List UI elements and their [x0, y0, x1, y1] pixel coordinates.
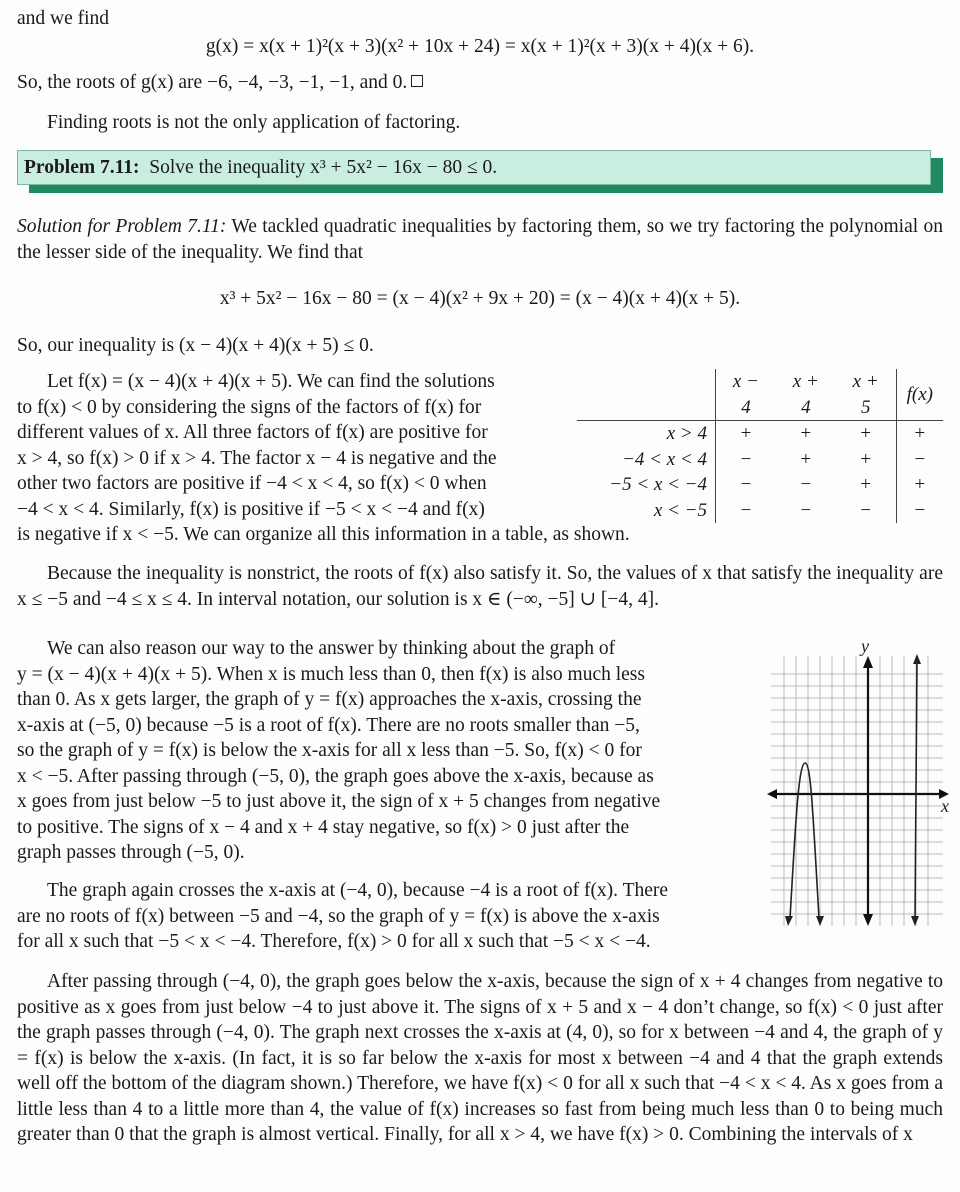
problem-statement: Solve the inequality x³ + 5x² − 16x − 80 ≤ 0. — [149, 157, 498, 178]
curve-arrow-icon — [816, 916, 824, 926]
qed-square-icon — [411, 75, 423, 87]
table-row: −5 < x < −4 − − + + — [577, 472, 943, 498]
curve-arrow-icon — [911, 916, 919, 926]
sign-analysis-paragraph: Let f(x) = (x − 4)(x + 4)(x + 5). We can find the solutions to f(x) < 0 by considering the signs of the factors of f(x) for different values of x. All three factors of f(x) are positive for x > 4, so f(x) > 0 if x > 4. The factor x − 4 is negative and the other two factors are positive if −4 < x < 4, so f(x) < 0 when −4 < x < 4. Similarly, f(x) is positive if −5 < x < −4 and f(x) is negative if x < −5. We can organize all this information in a table, as shown. — [17, 371, 630, 545]
equation-g: g(x) = x(x + 1)²(x + 3)(x² + 10x + 24) = x(x + 1)²(x + 3)(x + 4)(x + 6). — [205, 36, 755, 57]
col-header: x − 4 — [716, 369, 776, 421]
graph-reasoning-paragraph: We can also reason our way to the answer by thinking about the graph of y = (x − 4)(x + 4)(x + 5). When x is much less than 0, then f(x) is also much less than 0. As x gets larger, the graph of y = f(x) approaches the x-axis, crossing the x-axis at (−5, 0) because −5 is a root of f(x). There are no roots smaller than −5, so the graph of y = f(x) is below the x-axis for all x less than −5. So, f(x) < 0 for x < −5. After passing through (−5, 0), the graph goes above the x-axis, because as x goes from just below −5 to just above it, the sign of x + 5 changes from negative to positive. The signs of x − 4 and x + 4 stay negative, so f(x) > 0 just after the graph passes through (−5, 0). — [17, 638, 661, 863]
table-row: x > 4 + + + + — [577, 421, 943, 447]
x-axis-label: x — [941, 796, 949, 816]
sign-table — [577, 369, 943, 523]
solution-intro: Solution for Problem 7.11: We tackled quadratic inequalities by factoring them, so we try factoring the polynomial on the lesser side of the inequality. We find that — [17, 216, 943, 263]
function-curve — [790, 660, 917, 920]
col-header: x + 5 — [836, 369, 896, 421]
final-paragraph: After passing through (−4, 0), the graph goes below the x-axis, because the sign of x + 4 changes from negative to positive as x goes from just below −4 to just above it. The signs of x + 5 and x − 4 don’t change, so f(x) < 0 just after the graph passes through (−4, 0). The graph next crosses the x-axis at (4, 0), so for x between −4 and 4, the graph of y = f(x) is below the x-axis. (In fact, it is so far below the x-axis for most x between −4 and 4 that the graph extends well off the bottom of the diagram shown.) Therefore, we have f(x) < 0 for all x such that −4 < x < 4. As x goes from a little less than 4 to a little more than 4, the value of f(x) increases so fast from being much less than 0 to being much greater than 0 that the graph is almost vertical. Finally, for all x > 4, we have f(x) > 0. Combining the intervals of x — [17, 971, 943, 1145]
x-axis — [767, 789, 949, 799]
col-header: f(x) — [896, 369, 943, 421]
function-graph — [765, 636, 955, 928]
y-axis — [863, 656, 873, 926]
second-crossing-paragraph: The graph again crosses the x-axis at (−4, 0), because −4 is a root of f(x). There are no roots of f(x) between −5 and −4, so the graph of y = f(x) is above the x-axis for all x such that −5 < x < −4. Therefore, f(x) > 0 for all x such that −5 < x < −4. — [17, 880, 669, 952]
problem-label: Problem 7.11: — [24, 157, 140, 178]
intro-lead: and we find — [17, 8, 110, 29]
curve-arrow-icon — [913, 654, 921, 664]
factor-equation: x³ + 5x² − 16x − 80 = (x − 4)(x² + 9x + 20) = (x − 4)(x + 4)(x + 5). — [219, 288, 741, 309]
problem-box — [17, 150, 931, 185]
nonstrict-paragraph: Because the inequality is nonstrict, the roots of f(x) also satisfy it. So, the values of x that satisfy the inequality are x ≤ −5 and −4 ≤ x ≤ 4. In interval notation, our solution is x ∈ (−∞, −5] ∪ [−4, 4]. — [17, 563, 943, 610]
transition-text: Finding roots is not the only application of factoring. — [47, 112, 461, 133]
curve-arrow-icon — [785, 916, 793, 926]
solution-heading: Solution for Problem 7.11: — [17, 216, 227, 237]
col-header: x + 4 — [776, 369, 836, 421]
inequality-restated: So, our inequality is (x − 4)(x + 4)(x + 5) ≤ 0. — [17, 335, 374, 356]
sign-table-header — [577, 369, 943, 421]
table-row: x < −5 − − − − — [577, 498, 943, 524]
roots-sentence: So, the roots of g(x) are −6, −4, −3, −1, −1, and 0. — [17, 70, 423, 96]
y-axis-label: y — [861, 636, 869, 656]
table-row: −4 < x < 4 − + + − — [577, 447, 943, 473]
